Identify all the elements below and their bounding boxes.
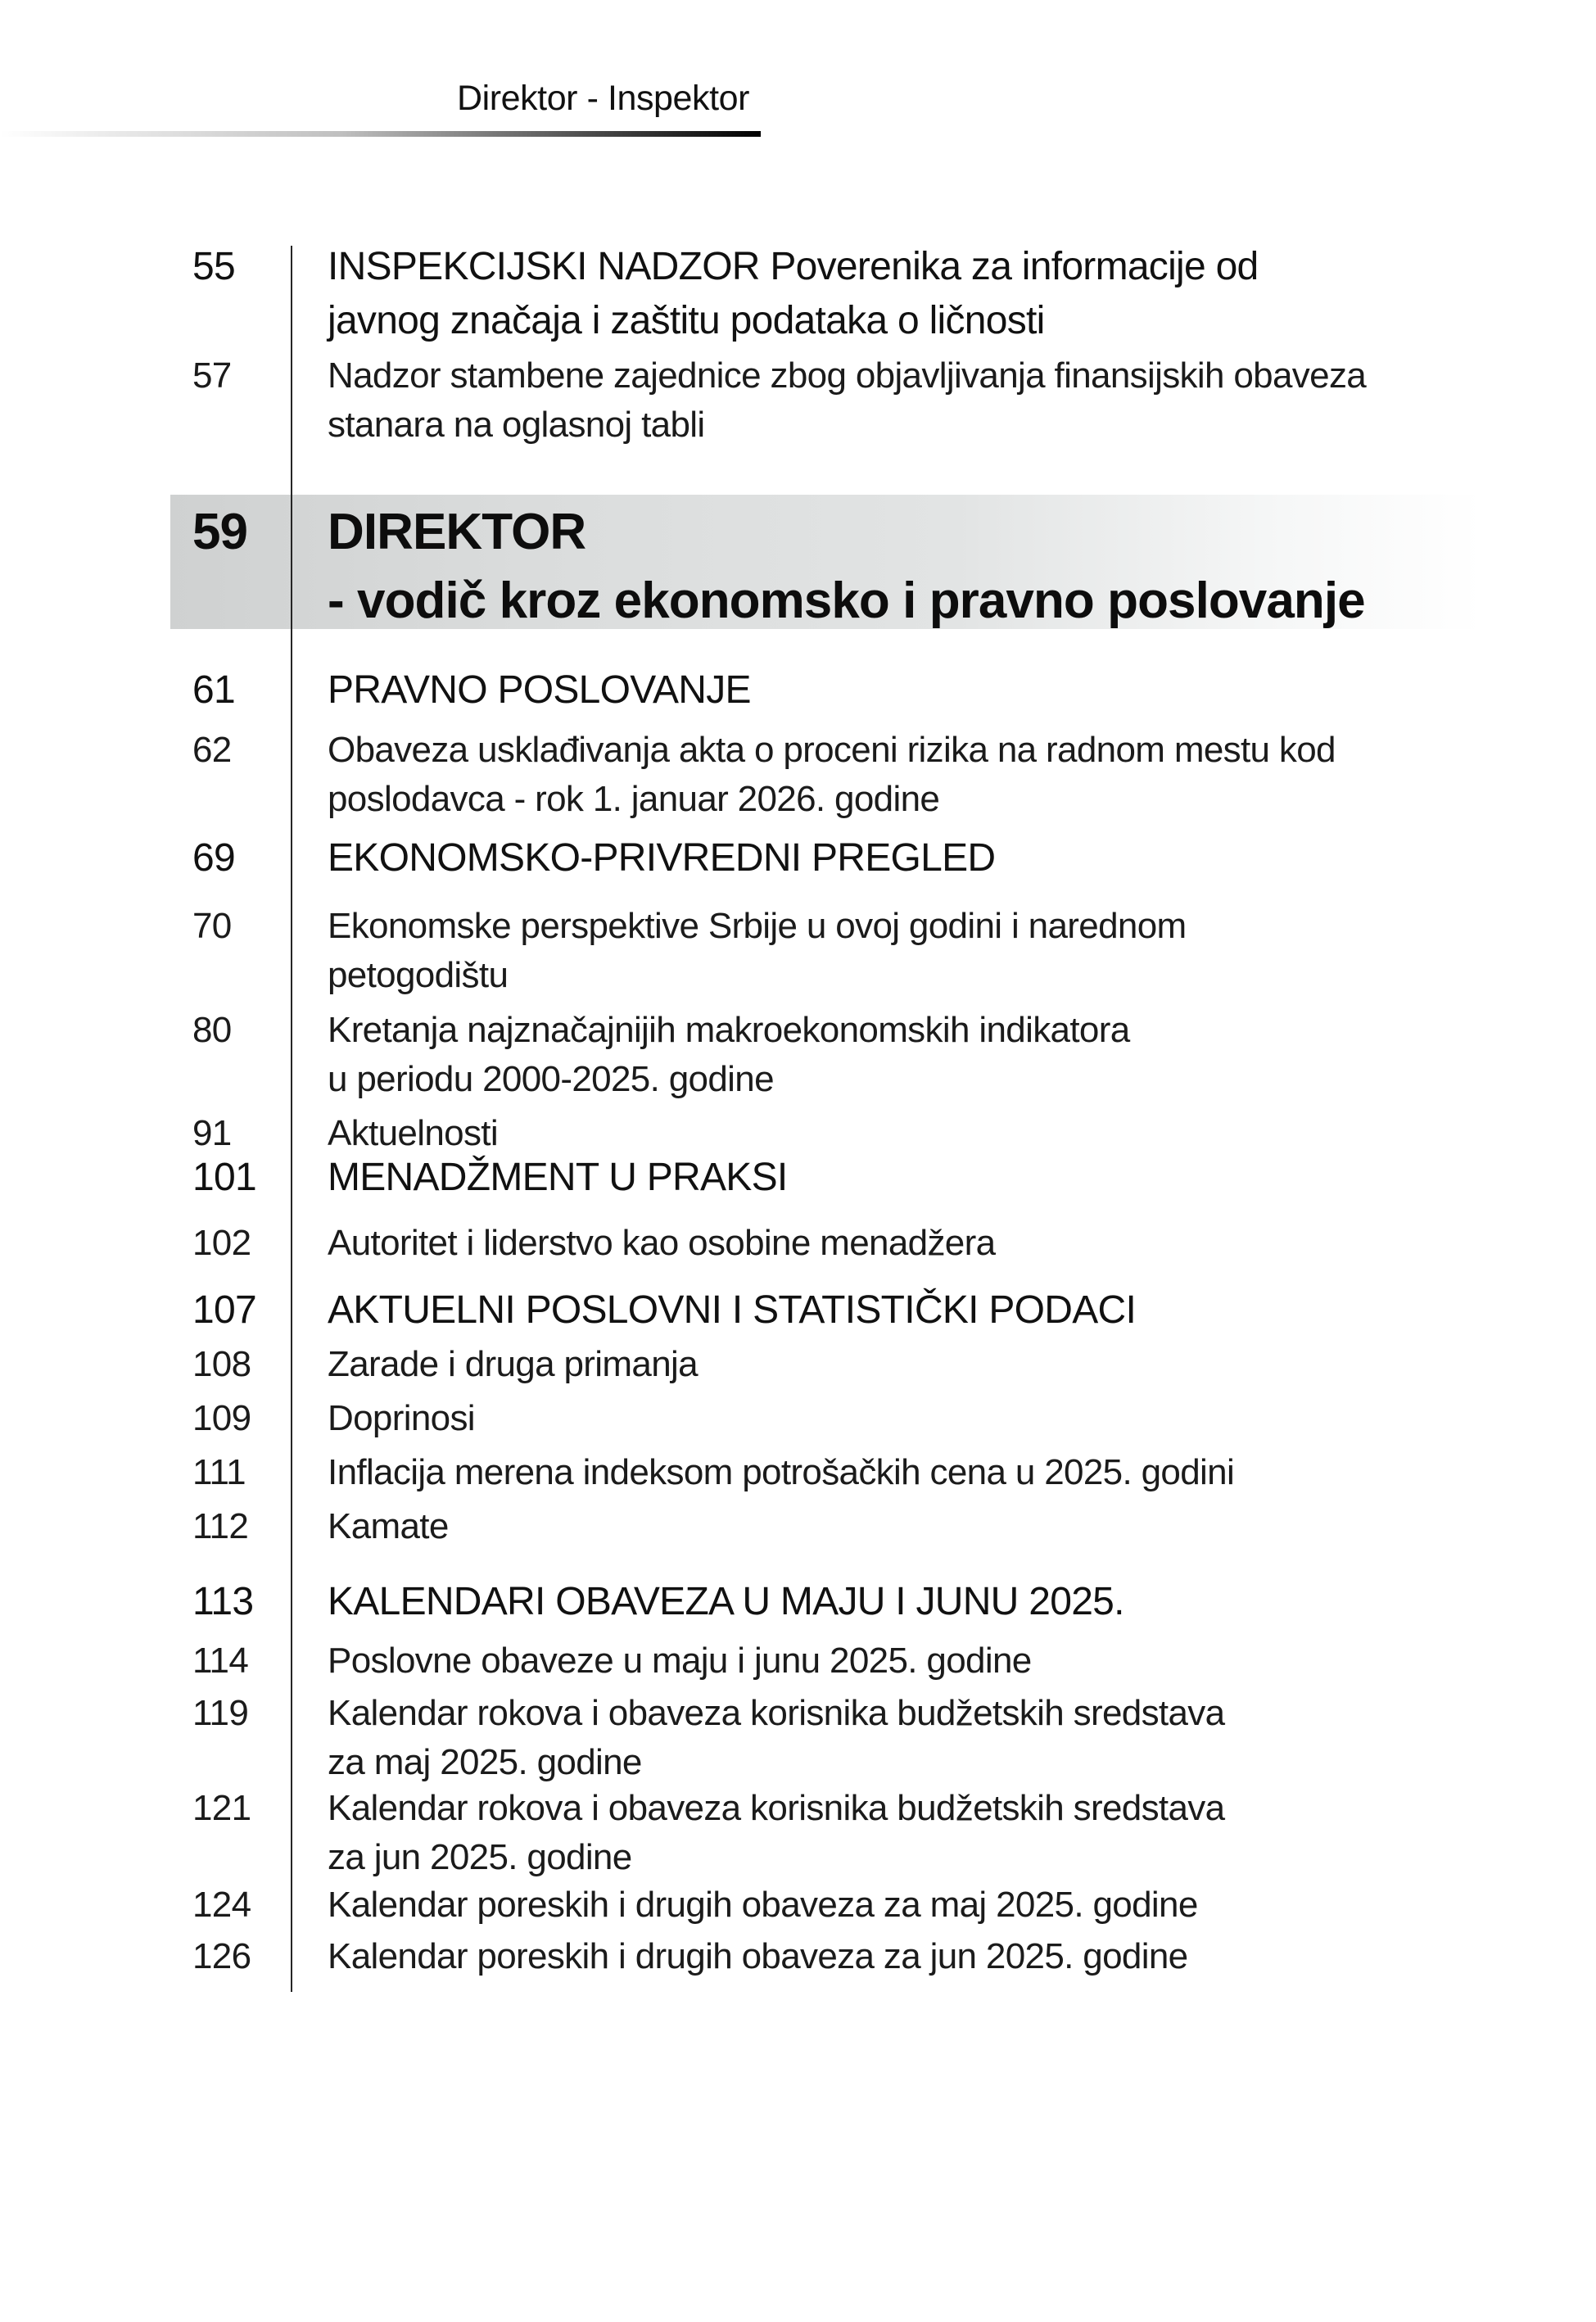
- toc-entry-title: [328, 902, 1580, 1000]
- toc-entry-title: [328, 240, 1580, 348]
- toc-page-number: 57: [192, 355, 232, 396]
- toc-page-number: 70: [192, 906, 232, 946]
- toc-page-number: 59: [192, 504, 248, 560]
- toc-entry-title: [328, 1881, 1580, 1930]
- toc-page-number: 121: [192, 1788, 251, 1828]
- toc-entry-line: Autoritet i liderstvo kao osobine menadžera: [328, 1223, 996, 1263]
- toc-entry-title: [328, 1784, 1580, 1882]
- toc-entry-title: [328, 1006, 1580, 1104]
- toc-page-number: 80: [192, 1010, 232, 1050]
- toc-entry-line: KALENDARI OBAVEZA U MAJU I JUNU 2025.: [328, 1580, 1124, 1623]
- toc-entry-line: INSPEKCIJSKI NADZOR Poverenika za informacije od: [328, 245, 1259, 288]
- toc-page-number: 61: [192, 668, 235, 712]
- toc-entry-title: [328, 663, 1580, 717]
- toc-entry-line: Inflacija merena indeksom potrošačkih cena u 2025. godini: [328, 1452, 1235, 1492]
- toc-page-number: 102: [192, 1223, 251, 1263]
- toc-entry-line: EKONOMSKO-PRIVREDNI PREGLED: [328, 836, 996, 880]
- toc-entry-line: PRAVNO POSLOVANJE: [328, 668, 751, 712]
- toc-entry-line: javnog značaja i zaštitu podataka o ličnosti: [328, 299, 1045, 342]
- toc-entry-line: Kalendar poreskih i drugih obaveza za maj 2025. godine: [328, 1885, 1198, 1925]
- header-gradient-rule: [0, 131, 761, 137]
- toc-entry-line: stanara na oglasnoj tabli: [328, 405, 705, 445]
- toc-entry-line: Kretanja najznačajnijih makroekonomskih indikatora: [328, 1010, 1130, 1050]
- toc-entry-title: [328, 1151, 1580, 1205]
- toc-page-number: 101: [192, 1156, 256, 1199]
- toc-entry-line: Obaveza usklađivanja akta o proceni rizika na radnom mestu kod: [328, 730, 1336, 770]
- toc-page-number: 62: [192, 730, 232, 770]
- toc-entry-line: Kalendar rokova i obaveza korisnika budžetskih sredstava: [328, 1788, 1225, 1828]
- toc-entry-title: [328, 1283, 1580, 1338]
- toc-separator-line: [291, 246, 292, 1992]
- toc-entry-line: DIREKTOR: [328, 504, 586, 560]
- toc-page-number: 107: [192, 1288, 256, 1332]
- toc-entry-line: - vodič kroz ekonomsko i pravno poslovanje: [328, 573, 1365, 629]
- toc-entry-title: [328, 1394, 1580, 1443]
- toc-entry-line: u periodu 2000-2025. godine: [328, 1059, 774, 1099]
- toc-entry-line: za maj 2025. godine: [328, 1742, 642, 1782]
- toc-entry-title: [328, 1636, 1580, 1686]
- toc-entry-title: [328, 831, 1580, 885]
- toc-page-number: 108: [192, 1344, 251, 1384]
- toc-entry-title: [328, 726, 1580, 824]
- toc-page-number: 55: [192, 245, 235, 288]
- toc-entry-line: Zarade i druga primanja: [328, 1344, 698, 1384]
- toc-page-number: 119: [192, 1693, 249, 1733]
- toc-entry-title: [328, 351, 1580, 450]
- toc-page-number: 69: [192, 836, 235, 880]
- toc-entry-title: [328, 498, 1580, 636]
- toc-page-number: 91: [192, 1113, 232, 1153]
- toc-entry-line: petogodištu: [328, 955, 509, 995]
- toc-entry-line: Aktuelnosti: [328, 1113, 498, 1153]
- toc-entry-title: [328, 1219, 1580, 1268]
- toc-page-number: 112: [192, 1506, 249, 1546]
- toc-page-number: 109: [192, 1398, 251, 1438]
- toc-entry-line: poslodavca - rok 1. januar 2026. godine: [328, 779, 940, 819]
- toc-page-number: 124: [192, 1885, 251, 1925]
- toc-page-number: 111: [192, 1452, 246, 1492]
- toc-entry-line: Kalendar rokova i obaveza korisnika budžetskih sredstava: [328, 1693, 1225, 1733]
- toc-entry-line: MENADŽMENT U PRAKSI: [328, 1156, 788, 1199]
- toc-page-number: 114: [192, 1641, 249, 1681]
- toc-entry-line: Doprinosi: [328, 1398, 475, 1438]
- toc-entry-line: AKTUELNI POSLOVNI I STATISTIČKI PODACI: [328, 1288, 1137, 1332]
- toc-entry-line: Kamate: [328, 1506, 449, 1546]
- toc-entry-line: za jun 2025. godine: [328, 1837, 632, 1877]
- toc-entry-line: Nadzor stambene zajednice zbog objavljivanja finansijskih obaveza: [328, 355, 1367, 396]
- toc-entry-title: [328, 1502, 1580, 1551]
- toc-entry-title: [328, 1448, 1580, 1497]
- toc-entry-title: [328, 1340, 1580, 1389]
- toc-entry-title: [328, 1575, 1580, 1629]
- toc-page-number: 126: [192, 1936, 251, 1976]
- toc-entry-line: Ekonomske perspektive Srbije u ovoj godini i narednom: [328, 906, 1187, 946]
- toc-entry-line: Poslovne obaveze u maju i junu 2025. godine: [328, 1641, 1032, 1681]
- toc-entry-title: [328, 1689, 1580, 1787]
- toc-entry-title: [328, 1932, 1580, 1981]
- toc-page-number: 113: [192, 1580, 254, 1623]
- page-header-title: Direktor - Inspektor: [456, 79, 749, 118]
- toc-entry-line: Kalendar poreskih i drugih obaveza za jun 2025. godine: [328, 1936, 1188, 1976]
